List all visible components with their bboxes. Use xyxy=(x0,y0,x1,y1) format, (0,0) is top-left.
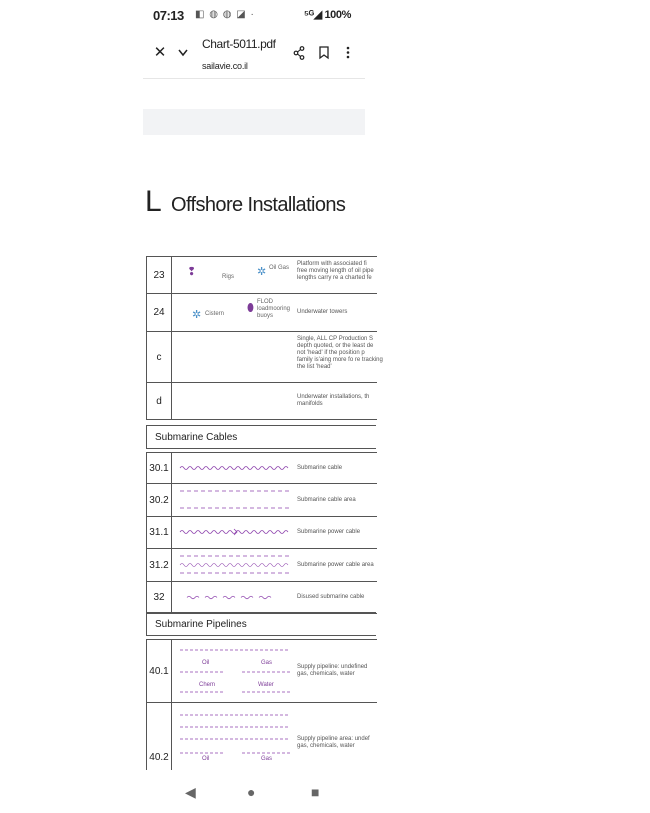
close-icon[interactable]: ✕ xyxy=(153,44,167,61)
table-row xyxy=(147,549,377,582)
row-number: 40.2 xyxy=(147,703,172,783)
disused-cable-symbol xyxy=(187,595,287,600)
power-cable-symbol xyxy=(180,529,290,535)
table-row xyxy=(147,257,377,294)
section-title: Offshore Installations xyxy=(171,194,346,216)
row-number: 23 xyxy=(147,257,172,293)
row-number: 30.2 xyxy=(147,484,172,516)
pipeline-label: Water xyxy=(258,682,274,688)
desc-line: family is'aing more fo re tracking xyxy=(297,357,383,363)
bookmark-icon[interactable] xyxy=(314,42,334,64)
table-row xyxy=(147,383,377,419)
desc-line: Platform with associated fi xyxy=(297,261,367,267)
row-number: 24 xyxy=(147,294,172,331)
desc-line: Underwater towers xyxy=(297,309,348,315)
cable-area-symbol xyxy=(180,488,290,512)
desc-line: gas, chemicals, water xyxy=(297,743,355,749)
recents-icon[interactable]: ■ xyxy=(311,784,320,800)
desc-line: manifolds xyxy=(297,401,323,407)
battery-signal-status: ⁵ᴳ◢ 100% xyxy=(303,9,351,21)
row-description: Submarine power cable area xyxy=(297,561,374,568)
desc-line: not 'head' if the position p xyxy=(297,350,365,356)
chevron-down-icon[interactable] xyxy=(173,42,193,64)
symbol-label: Oil Gas xyxy=(269,265,290,271)
notification-icons: ◧ ◍ ◍ ◪ · xyxy=(195,9,255,20)
desc-line: Supply pipeline: undefined xyxy=(297,664,368,670)
symbol-label: Rigs xyxy=(222,274,235,280)
gas-symbol-icon: ✲ xyxy=(257,266,267,278)
pipelines-table xyxy=(146,639,377,783)
row-description xyxy=(297,640,377,702)
desc-line: Underwater installations, th xyxy=(297,394,370,400)
more-options-icon[interactable] xyxy=(338,42,358,64)
status-bar xyxy=(143,0,365,30)
table-row xyxy=(147,453,377,484)
back-icon[interactable]: ◀ xyxy=(185,784,196,800)
installations-table xyxy=(146,256,383,420)
buoy-symbol-icon: ⬮ xyxy=(247,302,254,314)
pipeline-label: Oil xyxy=(202,756,210,762)
cables-section-header: Submarine Cables xyxy=(146,425,376,449)
power-cable-area-symbol xyxy=(180,553,290,577)
table-row xyxy=(147,332,383,383)
pipeline-label: Chem xyxy=(199,682,216,688)
symbol-label: FLOD loadmooring buoys xyxy=(257,299,291,319)
rig-symbol-icon: ❢ xyxy=(187,266,197,278)
pdf-viewer-screen xyxy=(143,0,383,813)
cables-table xyxy=(146,452,377,614)
home-icon[interactable]: ● xyxy=(247,784,256,800)
row-number: 31.2 xyxy=(147,549,172,581)
row-description: Submarine cable area xyxy=(297,496,356,503)
desc-line: free moving length of oil pipe xyxy=(297,268,374,274)
row-number: 32 xyxy=(147,582,172,613)
row-number: d xyxy=(147,383,172,419)
pipeline-label: Oil xyxy=(202,660,210,666)
row-description xyxy=(297,332,383,382)
status-time: 07:13 xyxy=(153,8,184,23)
desc-line: Single, ALL CP Production S xyxy=(297,336,374,342)
row-number: 40.1 xyxy=(147,640,172,702)
pipelines-section-header: Submarine Pipelines xyxy=(146,612,376,636)
row-description xyxy=(297,383,377,419)
desc-line: depth quoted, or the least de xyxy=(297,343,374,349)
cistern-symbol-icon: ✲ xyxy=(192,309,202,321)
table-row xyxy=(147,294,377,332)
row-description: Submarine cable xyxy=(297,464,343,471)
pipeline-label: Gas xyxy=(261,756,273,762)
row-number: c xyxy=(147,332,172,382)
table-row xyxy=(147,640,377,703)
document-title: Chart-5011.pdf xyxy=(202,37,276,51)
document-source: sailavie.co.il xyxy=(202,61,248,71)
symbol-label: Cistern xyxy=(205,311,225,317)
android-nav-bar xyxy=(143,770,365,813)
table-row xyxy=(147,517,377,549)
cable-line-symbol xyxy=(180,465,290,471)
pipeline-label: Gas xyxy=(261,660,273,666)
row-number: 31.1 xyxy=(147,517,172,548)
row-description: Submarine power cable xyxy=(297,529,361,535)
table-row xyxy=(147,484,377,517)
pdf-toolbar xyxy=(143,30,365,79)
share-icon[interactable] xyxy=(289,42,309,64)
page-gap xyxy=(143,109,365,135)
table-row xyxy=(147,582,377,613)
section-letter: L xyxy=(145,185,162,218)
row-description xyxy=(297,257,377,293)
row-description xyxy=(297,294,377,331)
row-description: Disused submarine cable xyxy=(297,594,365,600)
desc-line: the list 'head' xyxy=(297,364,332,370)
row-number: 30.1 xyxy=(147,453,172,483)
desc-line: Supply pipeline area: undef xyxy=(297,736,370,742)
desc-line: gas, chemicals, water xyxy=(297,671,355,677)
desc-line: lengths carry re a charted fe xyxy=(297,275,372,281)
